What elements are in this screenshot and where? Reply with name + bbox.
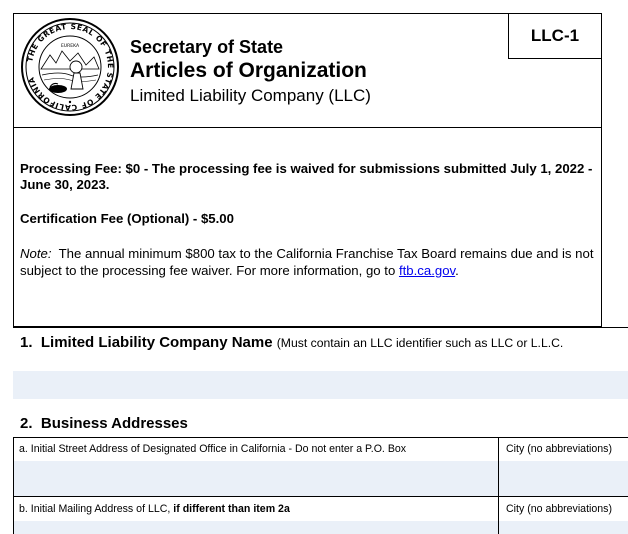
- svg-text:THE GREAT SEAL OF THE STATE OF: THE GREAT SEAL OF THE STATE OF CALIFORNIA: [25, 21, 116, 113]
- agency-name: Secretary of State: [130, 37, 284, 57]
- fee-info-box: [13, 127, 602, 327]
- processing-fee-text: Processing Fee: $0 - The processing fee is waived for submissions submitted July 1, 2022 - June 30, 2023.: [20, 161, 593, 192]
- note-text: The annual minimum $800 tax to the California Franchise Tax Board remains due and is not subject to the processing fee waiver. For more information, go to: [20, 246, 594, 278]
- row-a-city-label: City (no abbreviations): [506, 443, 612, 455]
- form-number: LLC-1: [508, 13, 602, 59]
- row-a-top-border: [13, 437, 628, 438]
- section-1-title: Limited Liability Company Name: [40, 334, 273, 351]
- franchise-tax-note: [20, 245, 598, 279]
- llc-name-field[interactable]: [13, 371, 628, 399]
- section-1-heading: [20, 334, 563, 351]
- row-b-city-label: City (no abbreviations): [506, 503, 612, 515]
- row-b-address-field[interactable]: [14, 521, 498, 534]
- form-title: Articles of Organization: [130, 59, 367, 82]
- note-end: .: [455, 263, 459, 278]
- row-a-address-field[interactable]: [14, 461, 498, 496]
- svg-text:EUREKA: EUREKA: [60, 44, 80, 49]
- section-1-note: (Must contain an LLC identifier such as LLC or L.L.C.: [276, 336, 564, 350]
- certification-fee-text: Certification Fee (Optional) - $5.00: [20, 211, 234, 226]
- section-2-title: Business Addresses: [40, 415, 188, 432]
- ftb-link[interactable]: ftb.ca.gov: [398, 263, 456, 278]
- section-2-number: 2.: [20, 415, 33, 432]
- section-2-heading: [20, 415, 188, 432]
- california-seal-icon: [20, 17, 120, 117]
- row-b-top-border: [13, 496, 628, 497]
- section-1-divider: [13, 327, 628, 328]
- section-1-number: 1.: [20, 334, 33, 351]
- row-b-label-plain: b. Initial Mailing Address of LLC,: [19, 503, 171, 515]
- row-b-address-label: [19, 503, 290, 515]
- note-label: Note:: [20, 246, 52, 261]
- row-b-label-bold: if different than item 2a: [173, 503, 290, 515]
- form-subtitle: Limited Liability Company (LLC): [130, 86, 371, 105]
- row-b-city-field[interactable]: [499, 521, 628, 534]
- row-a-city-field[interactable]: [499, 461, 628, 496]
- row-a-address-label: a. Initial Street Address of Designated Office in California - Do not enter a P.O. Box: [19, 443, 407, 455]
